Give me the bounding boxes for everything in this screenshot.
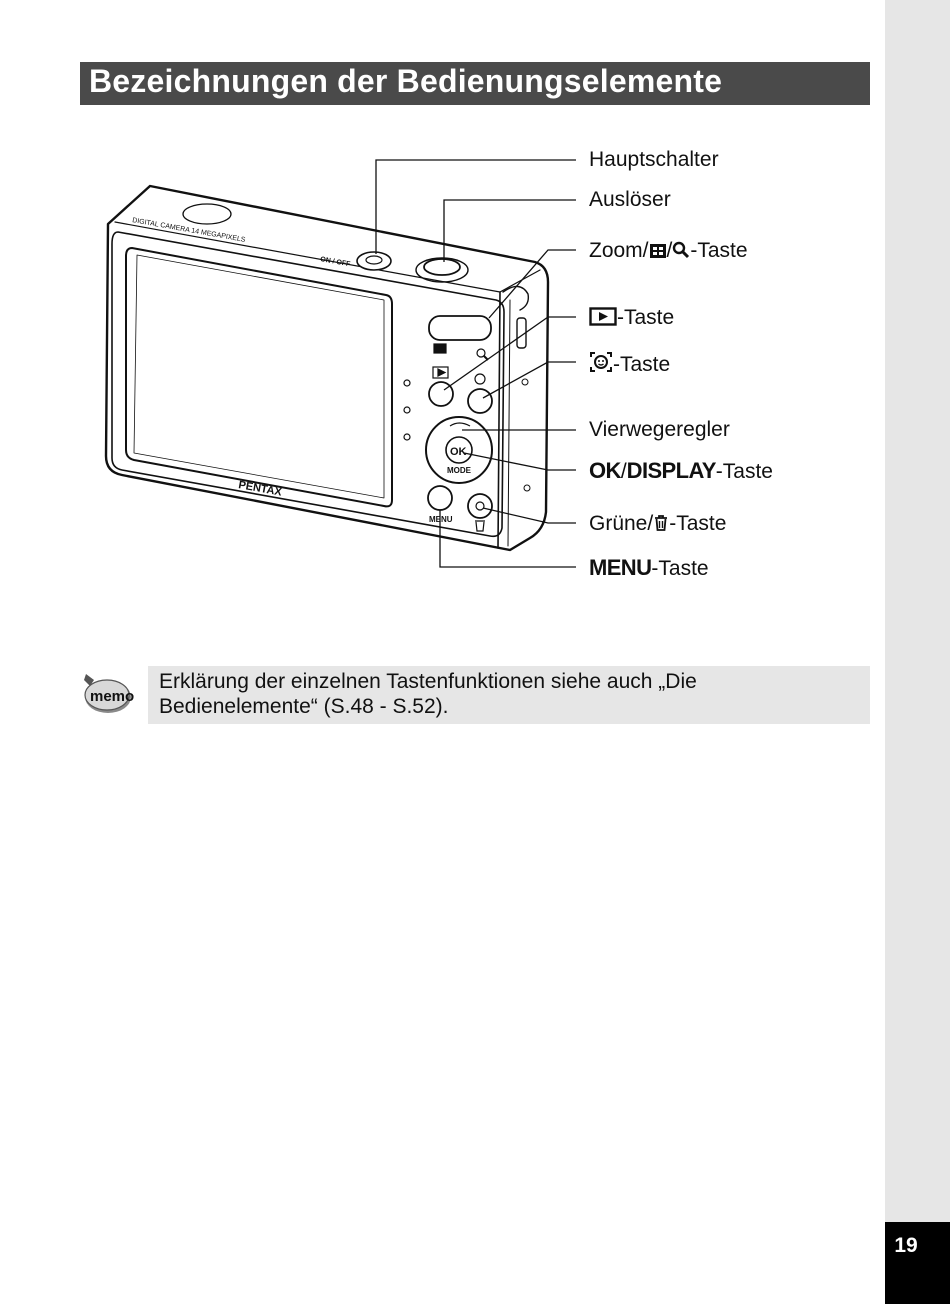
- label-zoom-prefix: Zoom/: [589, 239, 649, 262]
- label-zoom-sep: /: [666, 239, 673, 262]
- label-playback-suffix: -Taste: [617, 306, 675, 329]
- label-playback: [589, 306, 674, 330]
- label-hauptschalter: Hauptschalter: [589, 148, 719, 171]
- label-ok-display: [589, 458, 773, 484]
- label-ok-suffix: -Taste: [715, 460, 773, 483]
- memo-icon: [80, 670, 136, 718]
- camera-on-off-text: ON / OFF: [319, 256, 351, 269]
- playback-icon: [589, 307, 617, 326]
- label-ausloeser: Auslöser: [589, 188, 671, 211]
- face-detection-icon: [589, 351, 613, 373]
- label-zoom-suffix: -Taste: [690, 239, 748, 262]
- memo-text: [159, 669, 859, 719]
- magnifier-icon: [672, 241, 690, 259]
- camera-menu-text: MENU: [429, 515, 453, 524]
- label-ok: OK: [589, 458, 621, 483]
- memo-icon-text: memo: [90, 688, 135, 705]
- memo-line-2: Bedienelemente“ (S.48 - S.52).: [159, 695, 449, 718]
- zoom-lever: [429, 316, 491, 340]
- page-title: Bezeichnungen der Bedienungselemente: [89, 63, 723, 99]
- camera-top-text: DIGITAL CAMERA 14 MEGAPIXELS: [131, 217, 246, 244]
- camera-brand: PENTAX: [237, 479, 283, 499]
- face-button: [468, 389, 492, 413]
- thumbnail-icon: [649, 243, 667, 259]
- label-face-suffix: -Taste: [613, 353, 671, 376]
- label-menu: [589, 555, 709, 581]
- power-button: [357, 252, 391, 270]
- trash-icon: [653, 514, 669, 532]
- thumbnail-icon: [434, 344, 446, 353]
- camera-mode-text: MODE: [447, 466, 471, 475]
- shutter-button: [424, 259, 460, 275]
- label-display: DISPLAY: [626, 458, 716, 483]
- label-gruene-suffix: -Taste: [669, 512, 727, 535]
- menu-button: [428, 486, 452, 510]
- label-gruene: [589, 512, 726, 536]
- page-number-box: [885, 1222, 950, 1304]
- label-ok-sep: /: [620, 460, 627, 483]
- label-vierwegeregler: Vierwegeregler: [589, 418, 730, 441]
- page-number: 19: [894, 1234, 918, 1257]
- label-face: [589, 351, 670, 377]
- label-menu-key: MENU: [589, 555, 652, 580]
- label-zoom: [589, 239, 748, 263]
- label-menu-suffix: -Taste: [651, 557, 709, 580]
- green-button: [468, 494, 492, 518]
- label-gruene-prefix: Grüne/: [589, 512, 654, 535]
- memo-line-1: Erklärung der einzelnen Tastenfunktionen siehe auch „Die: [159, 670, 697, 693]
- camera-diagram: [0, 0, 950, 640]
- memo-box: [148, 666, 870, 724]
- camera-ok-text: OK: [450, 446, 467, 458]
